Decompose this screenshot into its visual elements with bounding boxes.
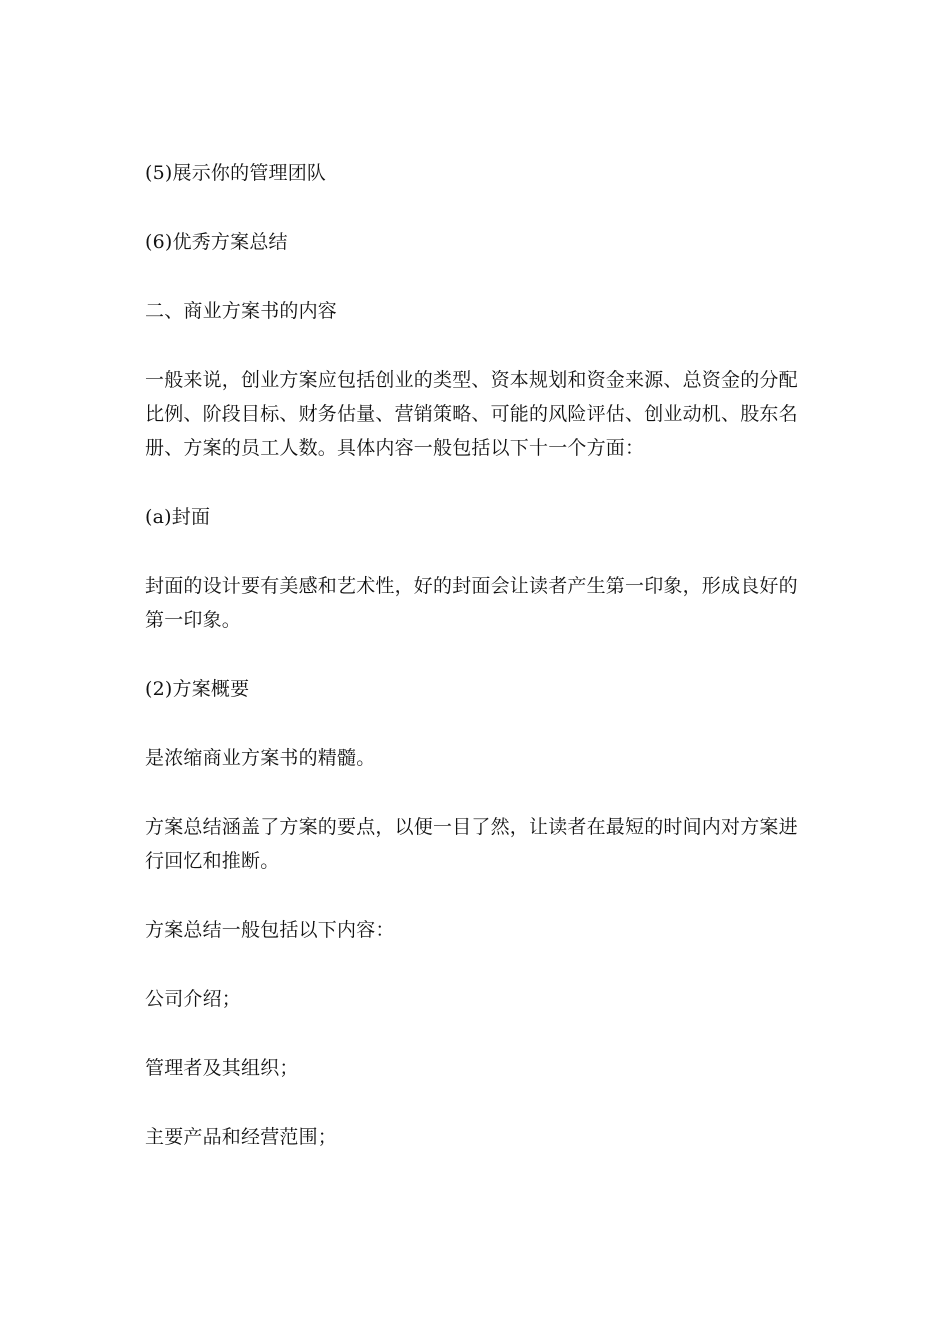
document-body: [145, 156, 805, 1154]
list-item-plan-summary: (6)优秀方案总结: [145, 231, 288, 253]
subheading-cover: (a)封面: [145, 506, 211, 528]
paragraph-essence: 是浓缩商业方案书的精髓。: [145, 747, 376, 769]
list-item-company-intro: 公司介绍；: [145, 988, 242, 1010]
paragraph-summary-purpose: 方案总结涵盖了方案的要点，以便一目了然，让读者在最短的时间内对方案进行回忆和推断。: [145, 816, 798, 872]
subheading-plan-outline: (2)方案概要: [145, 678, 250, 700]
paragraph-overview: 一般来说，创业方案应包括创业的类型、资本规划和资金来源、总资金的分配比例、阶段目标、财务估量、营销策略、可能的风险评估、创业动机、股东名册、方案的员工人数。具体内容一般包括以下十一个方面：: [145, 369, 798, 459]
section-heading-contents: 二、商业方案书的内容: [145, 300, 338, 322]
paragraph-summary-includes: 方案总结一般包括以下内容：: [145, 919, 395, 941]
list-item-management-team: (5)展示你的管理团队: [145, 162, 327, 184]
list-item-products: 主要产品和经营范围；: [145, 1126, 338, 1148]
paragraph-cover-design: 封面的设计要有美感和艺术性，好的封面会让读者产生第一印象，形成良好的第一印象。: [145, 575, 798, 631]
list-item-managers: 管理者及其组织；: [145, 1057, 299, 1079]
